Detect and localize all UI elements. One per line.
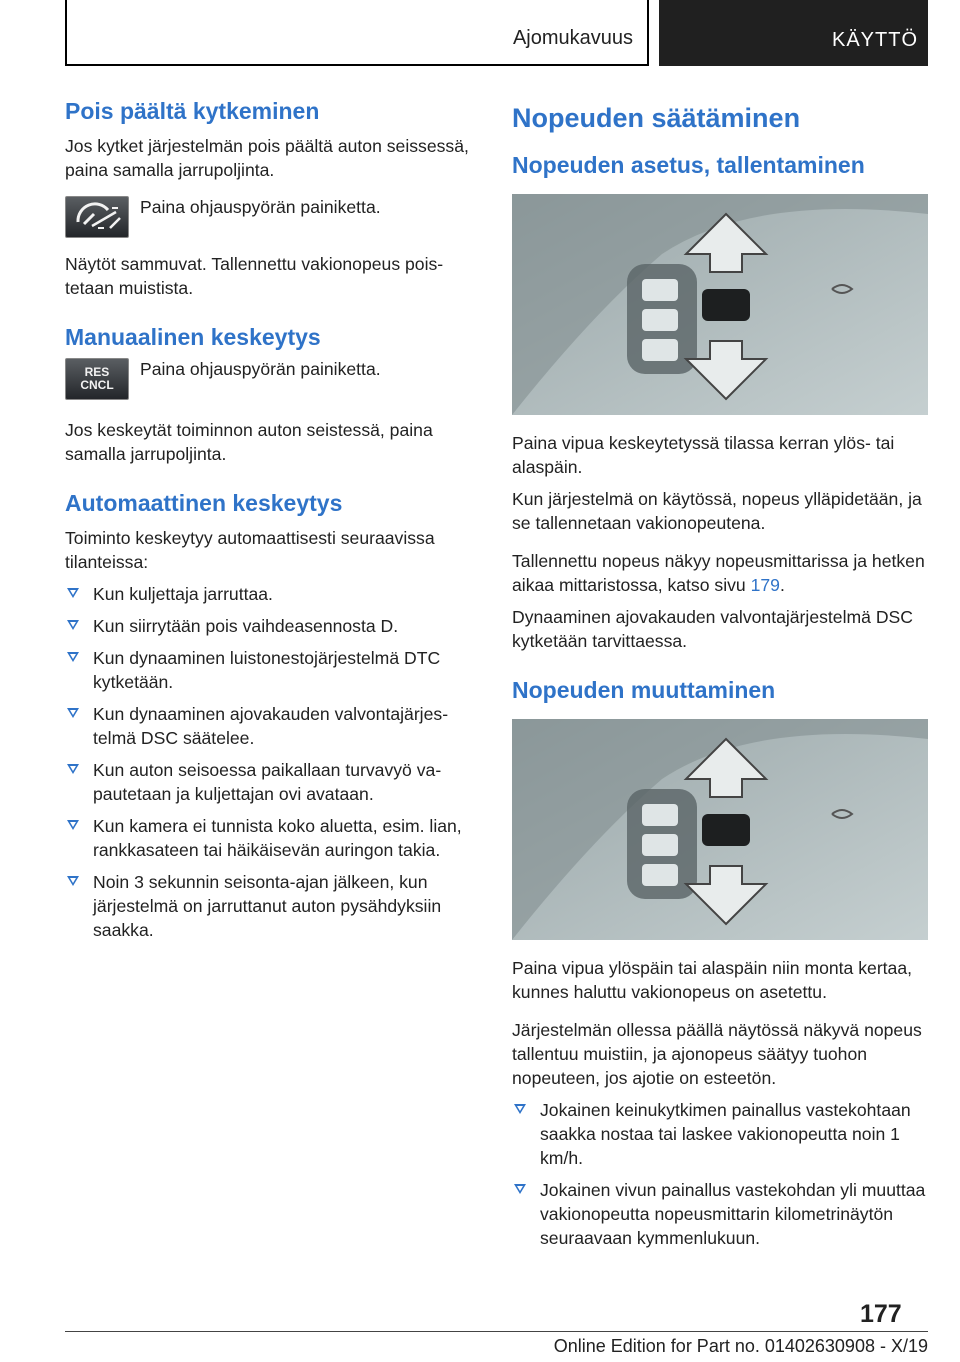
list-item: Jokainen vivun painallus vastekohdan yli muuttaa vakionopeutta nopeusmittarin kilometrinäytön seuraavaan kymmenlukuun.	[512, 1178, 928, 1250]
change-paragraph-1: Paina vipua ylöspäin tai alaspäin niin monta kertaa, kunnes haluttu vakionopeus on asetettu.	[512, 958, 913, 1002]
heading-nopeuden-saataminen: Nopeuden säätäminen	[512, 103, 801, 133]
change-list	[512, 1098, 928, 1250]
bullet-triangle-icon	[67, 708, 79, 718]
list-item: Kun dynaaminen luistonestojärjestelmä DTC kytketään.	[65, 646, 480, 694]
footer-divider	[65, 1331, 928, 1332]
pois-paalta-text: Jos kytket järjestelmän pois päältä auton seissessä, paina samalla jarrupoljinta.	[65, 136, 469, 180]
heading-nopeuden-asetus: Nopeuden asetus, tallentaminen	[512, 152, 865, 178]
manual-after-text: Jos keskeytät toiminnon auton seistessä, paina samalla jarrupoljinta.	[65, 420, 433, 464]
right-column	[512, 100, 928, 1250]
bullet-triangle-icon	[67, 620, 79, 630]
bullet-triangle-icon	[67, 820, 79, 830]
list-item: Noin 3 sekunnin seisonta-ajan jälkeen, kun järjestelmä on jarruttanut auton pysähdyksiin saakka.	[65, 870, 480, 942]
header-section-box	[65, 0, 649, 66]
res-cncl-button-icon	[65, 358, 129, 400]
left-column	[65, 96, 480, 942]
page-reference-link[interactable]: 179	[750, 575, 780, 595]
list-item: Kun auton seisoessa paikallaan turvavyö vapautetaan ja kuljettajan ovi avataan.	[65, 758, 480, 806]
list-item: Jokainen keinukytkimen painallus vastekohtaan saakka nostaa tai laskee vakionopeutta noin 1 km/h.	[512, 1098, 928, 1170]
pois-icon-text: Paina ohjauspyörän painiketta.	[140, 197, 381, 217]
list-item: Kun kamera ei tunnista koko aluetta, esim. lian, rankkasateen tai häikäisevän auringon takia.	[65, 814, 480, 862]
pois-after-text: Näytöt sammuvat. Tallennettu vakionopeus poistetaan muistista.	[65, 254, 444, 298]
manual-icon-row	[65, 358, 480, 400]
bullet-triangle-icon	[514, 1104, 526, 1114]
list-item: Kun dynaaminen ajovakauden valvontajärjestelmä DSC säätelee.	[65, 702, 480, 750]
change-paragraph-2: Järjestelmän ollessa päällä näytössä näkyvä nopeus tallentuu muistiin, ja ajonopeus säätyy tuohon nopeuteen, jos ajotie on esteetön.	[512, 1020, 922, 1088]
list-item: Kun siirrytään pois vaihdeasennosta D.	[65, 614, 480, 638]
header-section-title: Ajomukavuus	[512, 27, 633, 49]
set-paragraph-2: Kun järjestelmä on käytössä, nopeus ylläpidetään, ja se tallennetaan vakionopeutena.	[512, 489, 922, 533]
footer-edition: Online Edition for Part no. 01402630908 - X/19	[553, 1336, 928, 1356]
heading-automaattinen: Automaattinen keskeytys	[65, 490, 343, 516]
page-header	[65, 0, 928, 66]
set-paragraph-3: Tallennettu nopeus näkyy nopeusmittarissa ja hetken aikaa mittaristossa, katso sivu 179.	[512, 551, 925, 595]
res-icon-line1: RES	[84, 365, 110, 379]
heading-nopeuden-muuttaminen: Nopeuden muuttaminen	[512, 677, 776, 703]
page-number: 177	[860, 1300, 902, 1328]
set-paragraph-4: Dynaaminen ajovakauden valvontajärjestelmä DSC kytketään tarvittaessa.	[512, 607, 913, 651]
heading-manuaalinen: Manuaalinen keskeytys	[65, 324, 321, 350]
steering-wheel-lever-photo-2	[512, 719, 928, 940]
header-chapter-title: KÄYTTÖ	[831, 29, 918, 51]
res-icon-line2: CNCL	[80, 378, 114, 392]
heading-pois-paalta: Pois päältä kytkeminen	[65, 98, 320, 124]
set-paragraph-1: Paina vipua keskeytetyssä tilassa kerran ylös- tai alaspäin.	[512, 433, 895, 477]
header-chapter-box	[659, 0, 928, 66]
pois-icon-row	[65, 196, 480, 238]
bullet-triangle-icon	[67, 652, 79, 662]
bullet-triangle-icon	[514, 1184, 526, 1194]
auto-list	[65, 582, 480, 942]
bullet-triangle-icon	[67, 876, 79, 886]
cruise-control-off-icon	[65, 196, 129, 238]
bullet-triangle-icon	[67, 764, 79, 774]
manual-icon-text: Paina ohjauspyörän painiketta.	[140, 359, 381, 379]
list-item: Kun kuljettaja jarruttaa.	[65, 582, 480, 606]
bullet-triangle-icon	[67, 588, 79, 598]
auto-intro-text: Toiminto keskeytyy automaattisesti seuraavissa tilanteissa:	[65, 528, 435, 572]
steering-wheel-lever-photo-1	[512, 194, 928, 415]
